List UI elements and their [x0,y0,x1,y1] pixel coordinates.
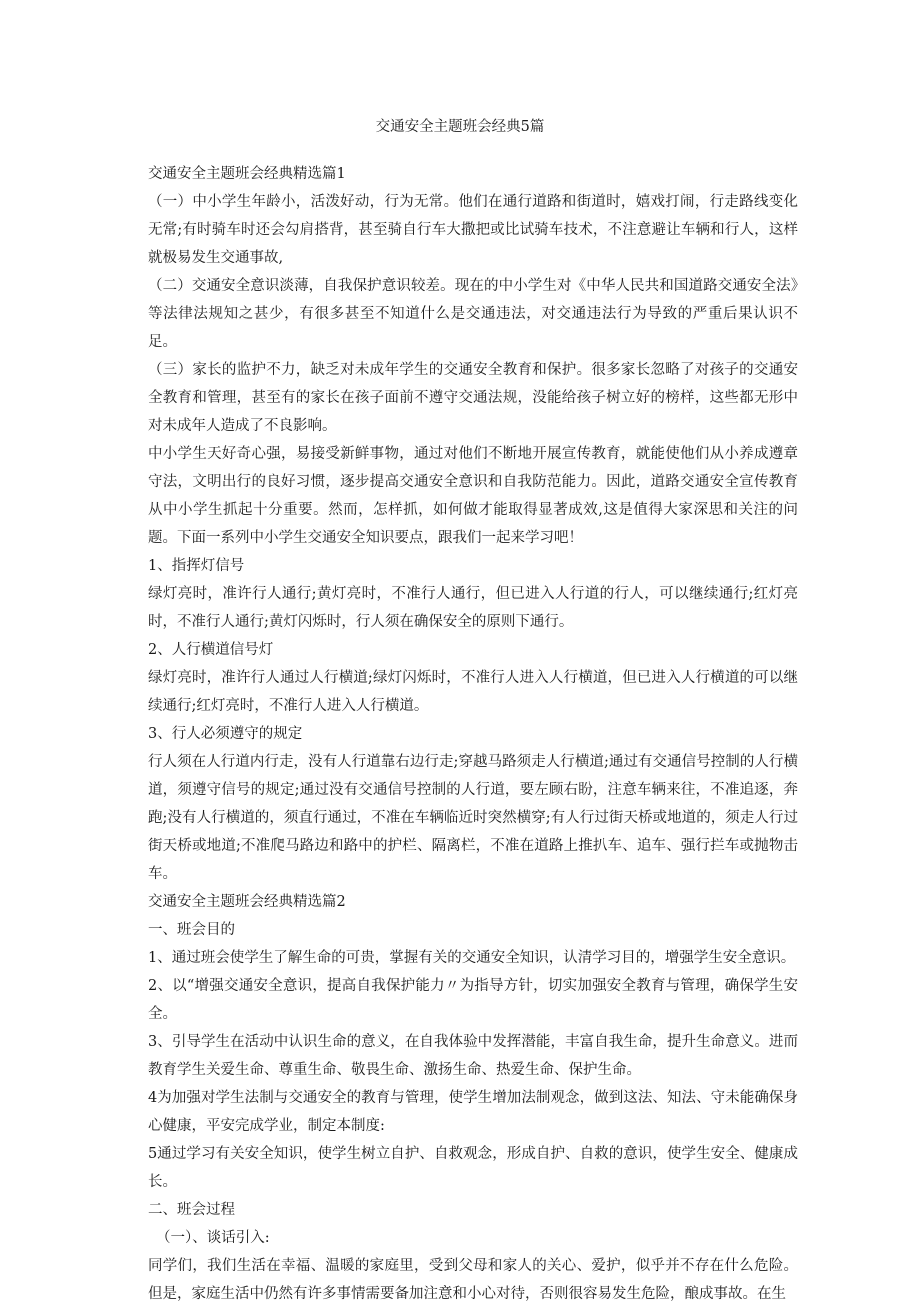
section-heading: 二、班会过程 [148,1202,235,1218]
paragraph: 绿灯亮时，准许行人通过人行横道;绿灯闪烁时，不准行人进入人行横道，但已进入人行横道的可以继续通行;红灯亮时，不准行人进入人行横道。 [148,670,798,714]
paragraph: （三）家长的监护不力，缺乏对未成年学生的交通安全教育和保护。很多家长忽略了对孩子的交通安全教育和管理，甚至有的家长在孩子面前不遵守交通法规，没能给孩子树立好的榜样，这些都无形中对未成年人造成了不良影响。 [148,362,798,434]
paragraph: 1、通过班会使学生了解生命的可贵，掌握有关的交通安全知识，认清学习目的，增强学生安全意识。 [148,950,796,966]
section-heading: 3、行人必须遵守的规定 [148,726,303,742]
section-heading: 一、班会目的 [148,922,235,938]
document-body [148,160,798,1308]
paragraph: 行人须在人行道内行走，没有人行道靠右边行走;穿越马路须走人行横道;通过有交通信号控制的人行横道，须遵守信号的规定;通过没有交通信号控制的人行道，要左顾右盼，注意车辆来往，不准追逐，奔跑;没有人行横道的，须直行通过，不准在车辆临近时突然横穿;有人行过街天桥或地道的，须走人行过街天桥或地道;不准爬马路边和路中的护栏、隔离栏，不准在道路上推扒车、追车、强行拦车或抛物击车。 [148,754,798,882]
section-heading: （一）、谈话引入: [156,1230,270,1246]
paragraph: 5通过学习有关安全知识，使学生树立自护、自救观念，形成自护、自救的意识，使学生安全、健康成长。 [148,1146,798,1190]
section-heading: 2、人行横道信号灯 [148,642,274,658]
paragraph: 同学们，我们生活在幸福、温暖的家庭里，受到父母和家人的关心、爱护，似乎并不存在什么危险。但是，家庭生活中仍然有许多事情需要备加注意和小心对待，否则很容易发生危险，酿成事故。在生 [148,1258,798,1302]
paragraph: （二）交通安全意识淡薄，自我保护意识较差。现在的中小学生对《中华人民共和国道路交通安全法》等法律法规知之甚少，有很多甚至不知道什么是交通违法，对交通违法行为导致的严重后果认识不足。 [148,278,798,350]
paragraph: 绿灯亮时，准许行人通行;黄灯亮时，不准行人通行，但已进入人行道的行人，可以继续通行;红灯亮时，不准行人通行;黄灯闪烁时，行人须在确保安全的原则下通行。 [148,586,798,630]
section-heading: 交通安全主题班会经典精选篇2 [148,894,346,910]
paragraph: 3、引导学生在活动中认识生命的意义，在自我体验中发挥潜能，丰富自我生命，提升生命意义。进而教育学生关爱生命、尊重生命、敬畏生命、激扬生命、热爱生命、保护生命。 [148,1034,798,1078]
document-title: 交通安全主题班会经典5篇 [375,119,545,135]
paragraph: （一）中小学生年龄小，活泼好动，行为无常。他们在通行道路和街道时，嬉戏打闹，行走路线变化无常;有时骑车时还会勾肩搭背，甚至骑自行车大撒把或比试骑车技术，不注意避让车辆和行人，这样就极易发生交通事故, [148,194,798,266]
paragraph: 2、以“增强交通安全意识，提高自我保护能力〃为指导方针，切实加强安全教育与管理，确保学生安全。 [148,978,798,1022]
section-heading: 1、指挥灯信号 [148,558,245,574]
paragraph: 4为加强对学生法制与交通安全的教育与管理，使学生增加法制观念，做到这法、知法、守未能确保身心健康，平安完成学业，制定本制度: [148,1090,798,1134]
paragraph: 中小学生天好奇心强，易接受新鲜事物，通过对他们不断地开展宣传教育，就能使他们从小养成遵章守法，文明出行的良好习惯，逐步提高交通安全意识和自我防范能力。因此，道路交通安全宣传教育从中小学生抓起十分重要。然而，怎样抓，如何做才能取得显著成效,这是值得大家深思和关注的问题。下面一系列中小学生交通安全知识要点，跟我们一起来学习吧！ [148,446,798,546]
section-heading: 交通安全主题班会经典精选篇1 [148,166,346,182]
